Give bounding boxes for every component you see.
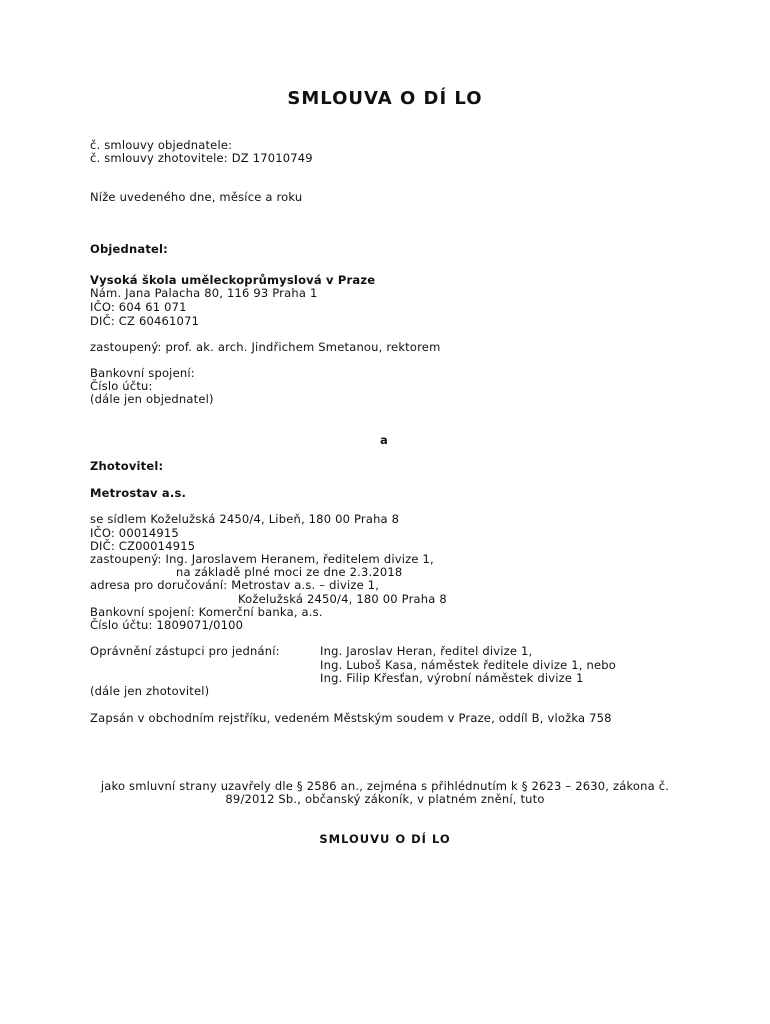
contract-number-client: č. smlouvy objednatele: bbox=[90, 138, 233, 152]
client-alias: (dále jen objednatel) bbox=[90, 392, 214, 406]
contractor-representative: zastoupený: Ing. Jaroslavem Heranem, ředitelem divize 1, bbox=[90, 552, 434, 566]
client-address: Nám. Jana Palacha 80, 116 93 Praha 1 bbox=[90, 286, 318, 300]
registry-note: Zapsán v obchodním rejstříku, vedeném Městským soudem v Praze, oddíl B, vložka 758 bbox=[90, 711, 612, 725]
authorized-person: Ing. Filip Křesťan, výrobní náměstek divize 1 bbox=[320, 671, 584, 685]
intro-text: Níže uvedeného dne, měsíce a roku bbox=[90, 190, 303, 204]
authorized-label: Oprávnění zástupci pro jednání: bbox=[90, 644, 280, 658]
client-account: Číslo účtu: bbox=[90, 379, 153, 393]
contractor-bank: Bankovní spojení: Komerční banka, a.s. bbox=[90, 605, 323, 619]
contractor-delivery-address-2: Koželužská 2450/4, 180 00 Praha 8 bbox=[238, 592, 447, 606]
authorized-person: Ing. Luboš Kasa, náměstek ředitele divize 1, nebo bbox=[320, 658, 616, 672]
contractor-alias: (dále jen zhotovitel) bbox=[90, 684, 210, 698]
client-ico: IČO: 604 61 071 bbox=[90, 300, 187, 314]
client-dic: DIČ: CZ 60461071 bbox=[90, 314, 200, 328]
contractor-delivery-address: adresa pro doručování: Metrostav a.s. – divize 1, bbox=[90, 578, 380, 592]
client-heading: Objednatel: bbox=[90, 242, 168, 256]
document-title: SMLOUVA O DÍ LO bbox=[287, 88, 483, 109]
contractor-name: Metrostav a.s. bbox=[90, 486, 187, 500]
and-separator: a bbox=[380, 433, 388, 447]
client-representative: zastoupený: prof. ak. arch. Jindřichem Smetanou, rektorem bbox=[90, 340, 441, 354]
contractor-ico: IČO: 00014915 bbox=[90, 526, 179, 540]
contractor-power-of-attorney: na základě plné moci ze dne 2.3.2018 bbox=[176, 565, 403, 579]
contractor-heading: Zhotovitel: bbox=[90, 459, 164, 473]
authorized-person: Ing. Jaroslav Heran, ředitel divize 1, bbox=[320, 644, 533, 658]
document-subtitle: SMLOUVU O DÍ LO bbox=[319, 832, 451, 846]
closing-line-2: 89/2012 Sb., občanský zákoník, v platném znění, tuto bbox=[225, 792, 545, 806]
client-name: Vysoká škola uměleckoprůmyslová v Praze bbox=[90, 273, 376, 287]
client-bank: Bankovní spojení: bbox=[90, 366, 195, 380]
contractor-account: Číslo účtu: 1809071/0100 bbox=[90, 618, 244, 632]
contractor-dic: DIČ: CZ00014915 bbox=[90, 539, 196, 553]
contract-number-contractor: č. smlouvy zhotovitele: DZ 17010749 bbox=[90, 151, 313, 165]
closing-line-1: jako smluvní strany uzavřely dle § 2586 an., zejména s přihlédnutím k § 2623 – 2630, zákona č. bbox=[100, 779, 670, 793]
contractor-seat: se sídlem Koželužská 2450/4, Libeň, 180 00 Praha 8 bbox=[90, 512, 400, 526]
